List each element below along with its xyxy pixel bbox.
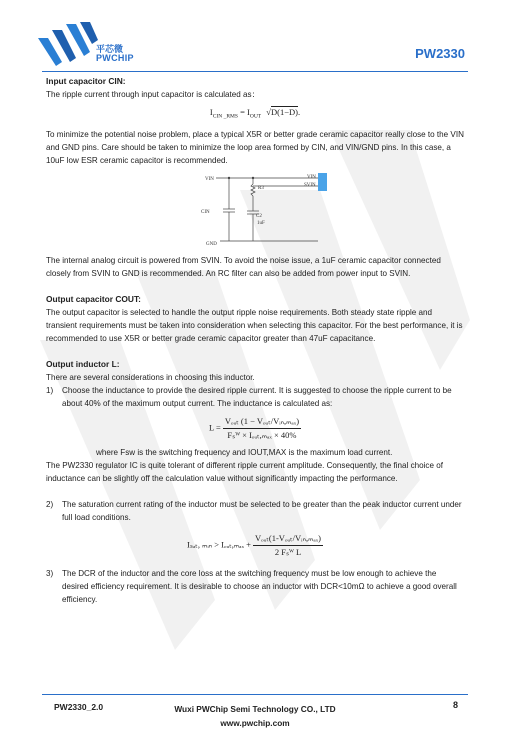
cout-heading: Output capacitor COUT:: [46, 293, 141, 304]
cin-body: To minimize the potential noise problem, place a typical X5R or better grade ceramic capacitor really close to the VIN and GND pins. Care should be taken to minimize the loop area formed by CIN, and VIN/GND pins. In this case, a 10uF low ESR ceramic capacitor is recommended.: [46, 129, 464, 165]
circuit-c2-label: C2: [256, 213, 262, 219]
cout-body: The output capacitor is selected to handle the output ripple noise requirements. Both steady state ripple and transient requirements must be taken into consideration when selecting this capacitor. For the best performance, it is recommended to use X5R or better grade ceramic capacitor greater than 47uF capacitance.: [46, 307, 463, 343]
circuit-vin-label: VIN: [205, 176, 214, 182]
ic-block: [318, 173, 327, 191]
cin-intro: The ripple current through input capacitor is calculated as：: [46, 90, 260, 99]
circuit-svin-pin-label: SVIN: [304, 182, 316, 188]
logo-chinese-text: 平芯微: [96, 44, 124, 54]
inductance-equation: L = $\frac{\text{Vₒᵤₜ (1 − Vₒᵤₜ/Vᵢₙ,ₘₐₓ)}}{\text{Fₛᵂ × Iₒᵤₜ,ₘₐₓ × 40\%}}$: [208, 415, 300, 440]
circuit-vin-pin-label: VIN: [307, 174, 316, 180]
circuit-c2-value: 1uF: [257, 220, 265, 226]
cin-heading: Input capacitor CIN:: [46, 76, 126, 86]
svin-rc-circuit-diagram: [46, 169, 464, 251]
cin-rms-equation: $I_{CIN \_RMS} = I_{OUT}$ √D(1−D).: [209, 107, 301, 120]
svin-body: The internal analog circuit is powered from SVIN. To avoid the noise issue, a 1uF ceramic capacitor connected closely from SVIN to GND is recommended. An RC filter can also be added from power input to SVIN.: [46, 255, 441, 278]
page-number: 8: [452, 700, 458, 710]
footer-website[interactable]: www.pwchip.com: [220, 718, 290, 728]
part-number: PW2330: [415, 46, 465, 61]
inductor-intro: There are several considerations in choosing this inductor.: [46, 372, 255, 382]
circuit-r3-label: R3: [258, 185, 264, 191]
footer-doc-version: PW2330_2.0: [54, 702, 104, 712]
logo-english-text: PWCHIP: [96, 53, 134, 63]
list-item-2: 2) The saturation current rating of the inductor must be selected to be greater than the peak inductor current under full load conditions.: [46, 499, 462, 522]
footer-divider: [42, 694, 468, 695]
saturation-current-equation: Iₛₐₜ, ₘᵢₙ > Iₒᵤₜ,ₘₐₓ + $\frac{\text{Vₒᵤₜ(1-Vₒᵤₜ/Vᵢₙ,ₘₐₓ)}}{\text{2 Fₛᵂ L}}$: [186, 532, 322, 557]
list-item-1: 1) Choose the inductance to provide the desired ripple current. It is suggested to choose the ripple current to be about 40% of the maximum output current. The inductance is calculated as:: [46, 385, 452, 408]
header-divider: [42, 71, 468, 72]
inductor-heading: Output inductor L:: [46, 358, 120, 369]
footer-company: Wuxi PWChip Semi Technology CO., LTD: [174, 704, 336, 714]
list-item-3: 3) The DCR of the inductor and the core loss at the switching frequency must be low enough to achieve the desired efficiency requirement. It is desirable to choose an inductor with DCR<10mΩ to achieve a good overall efficiency.: [46, 568, 457, 604]
page-header: [0, 0, 510, 72]
tolerance-text: The PW2330 regulator IC is quite tolerant of different ripple current amplitude. Consequently, the final choice of inductance can be slightly off the calculation value without significantly impacting the performance.: [46, 460, 443, 483]
main-content: [46, 75, 464, 606]
where-text: where Fsw is the switching frequency and IOUT,MAX is the maximum load current.: [96, 447, 393, 457]
circuit-gnd-label: GND: [206, 241, 217, 247]
circuit-cin-label: CIN: [201, 209, 210, 215]
